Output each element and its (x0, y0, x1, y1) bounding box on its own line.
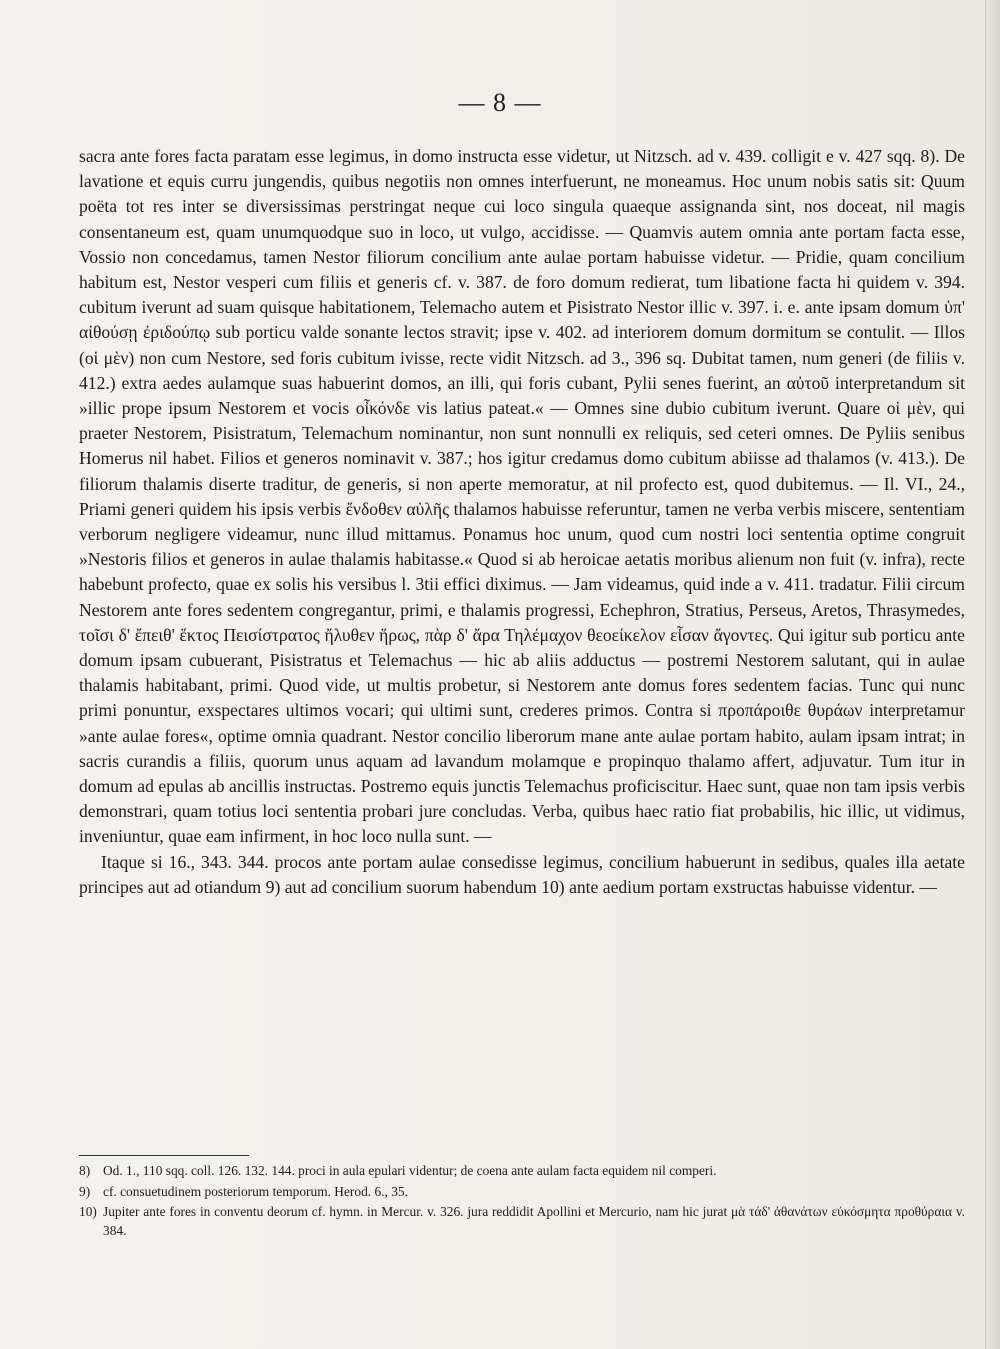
paragraph-2: Itaque si 16., 343. 344. procos ante portam aulae consedisse legimus, concilium habuerunt in sedibus, quales illa aetate principes aut ad otiandum 9) aut ad concilium suorum habendum 10) ante aedium portam exstructas habuisse videntur. — (79, 851, 965, 897)
page-edge (985, 0, 1000, 1349)
paragraph-1: sacra ante fores facta paratam esse legimus, in domo instructa esse videtur, ut Nitzsch. ad v. 439. colligit e v. 427 sqq. 8). De lavatione et equis curru jungendis, quibus negotiis non omnes interfuerunt, ne moneamus. Hoc unum nobis satis sit: Quum poëta tot res inter se diversissimas perstringat neque cui loco singula quaeque assignanda sint, nos doceat, nil magis consentaneum est, quam unumquodque suo in loco, ut vulgo, accidisse. — Quamvis autem omnia ante portam facta esse, Vossio non concedamus, tamen Nestor filiorum concilium ante aulae portam habuisse videtur. — Pridie, quam concilium habitum est, Nestor vesperi cum filiis et generis cf. v. 387. de foro domum redierat, tum libatione facta hi quidem v. 394. cubitum iverunt ad suam quisque habitationem, Telemacho autem et Pisistrato Nestor illic v. 397. i. e. ante ipsam domum ὑπ' αἰθούσῃ ἐριδούπῳ sub porticu valde sonante lectos stravit; ipse v. 402. ad interiorem domum dormitum se contulit. — Illos (οἱ μὲν) non cum Nestore, sed foris cubitum ivisse, recte vidit Nitzsch. ad 3., 396 sq. Dubitat tamen, num generi (de filiis v. 412.) extra aedes aulamque suas habuerint domos, an illi, qui foris cubant, Pylii senes fuerint, an αὐτοῦ interpretandum sit »illic prope ipsum Nestorem et vocis οἶκόνδε vis latius pateat.« — Omnes sine dubio cubitum iverunt. Quare οἱ μὲν, qui praeter Nestorem, Pisistratum, Telemachum nominantur, non sunt nonnulli ex reliquis, sed ceteri omnes. De Pyliis senibus Homerus nil habet. Filios et generos nominavit v. 387.; hos igitur credamus domo cubitum abiisse ad thalamos (v. 413.). De filiorum thalamis diserte traditur, de generis, si non aperte memoratur, at nil profecto est, quod dubitemus. — Il. VI., 24., Priami generi quidem his ipsis verbis ἔνδοθεν αὐλῆς thalamos habuisse referuntur, tamen ne verba verbis miscere, sententiam verborum negligere videamur, nunc illud mittamus. Ponamus hoc unum, quod cum nostri loci sententia optime congruit »Nestoris filios et generos in aulae thalamis habitasse.« Quod si ab heroicae aetatis moribus alienum non fuit (v. infra), recte habebunt profecto, quae ex solis his versibus l. 3tii effici diximus. — Jam videamus, quid inde a v. 411. tradatur. Filii circum Nestorem ante fores sedentem congregantur, primi, e thalamis progressi, Echephron, Stratius, Perseus, Aretos, Thrasymedes, τοῖσι δ' ἔπειθ' ἕκτος Πεισίστρατος ἤλυθεν ἥρως, πὰρ δ' ἄρα Τηλέμαχον θεοείκελον εἷσαν ἄγοντες. Qui igitur sub porticu ante domum ipsam cubuerant, Pisistratus et Telemachus — hic ab aliis adductus — postremi Nestorem salutant, qui in aulae thalamis habitabant, primi. Quod vide, ut multis probetur, si Nestorem ante domus fores sedentem facias. Tunc qui nunc primi ponuntur, exspectares ultimos vocari; qui ultimi sunt, crederes primos. Contra si προπάροιθε θυράων interpretamur »ante aulae fores«, optime omnia quadrant. Nestor concilio liberorum mane ante aulae portam habito, aulam ipsam intrat; in sacris curandis a filiis, quorum unus aquam ad lavandum molamque e propinquo thalamo affert, adjuvatur. Tum itur in domum ad epulas ab ancillis instructas. Postremo equis junctis Telemachus proficiscitur. Haec sunt, quae non tam ipsis verbis demonstrari, quam totius loci sententia probari jure concludas. Verba, quibus haec ratio fiat probabilis, hic illic, ut vidimus, inveniuntur, quae eam infirment, in hoc loco nulla sunt. — (79, 146, 965, 847)
page-number: — 8 — (458, 88, 542, 117)
main-text (79, 144, 965, 900)
footnote-number: 10) (79, 1204, 97, 1220)
footnote-8 (79, 1162, 965, 1181)
footnote-number: 9) (79, 1183, 91, 1199)
footnote-10 (79, 1203, 965, 1240)
footnote-text: Od. 1., 110 sqq. coll. 126. 132. 144. proci in aula epulari videntur; de coena ante aulam facta equidem nil comperi. (103, 1163, 717, 1178)
footnote-text: Jupiter ante fores in conventu deorum cf. hymn. in Mercur. v. 326. jura reddidit Apollini et Mercurio, nam hic jurat μὰ τάδ' ἀθανάτων εὐκόσμητα προθύραια v. 384. (103, 1204, 965, 1238)
footnote-9 (79, 1183, 965, 1202)
footnote-rule (79, 1155, 249, 1156)
footnote-number: 8) (79, 1163, 91, 1178)
footnotes (79, 1162, 965, 1242)
footnote-text: cf. consuetudinem posteriorum temporum. Herod. 6., 35. (103, 1183, 408, 1199)
